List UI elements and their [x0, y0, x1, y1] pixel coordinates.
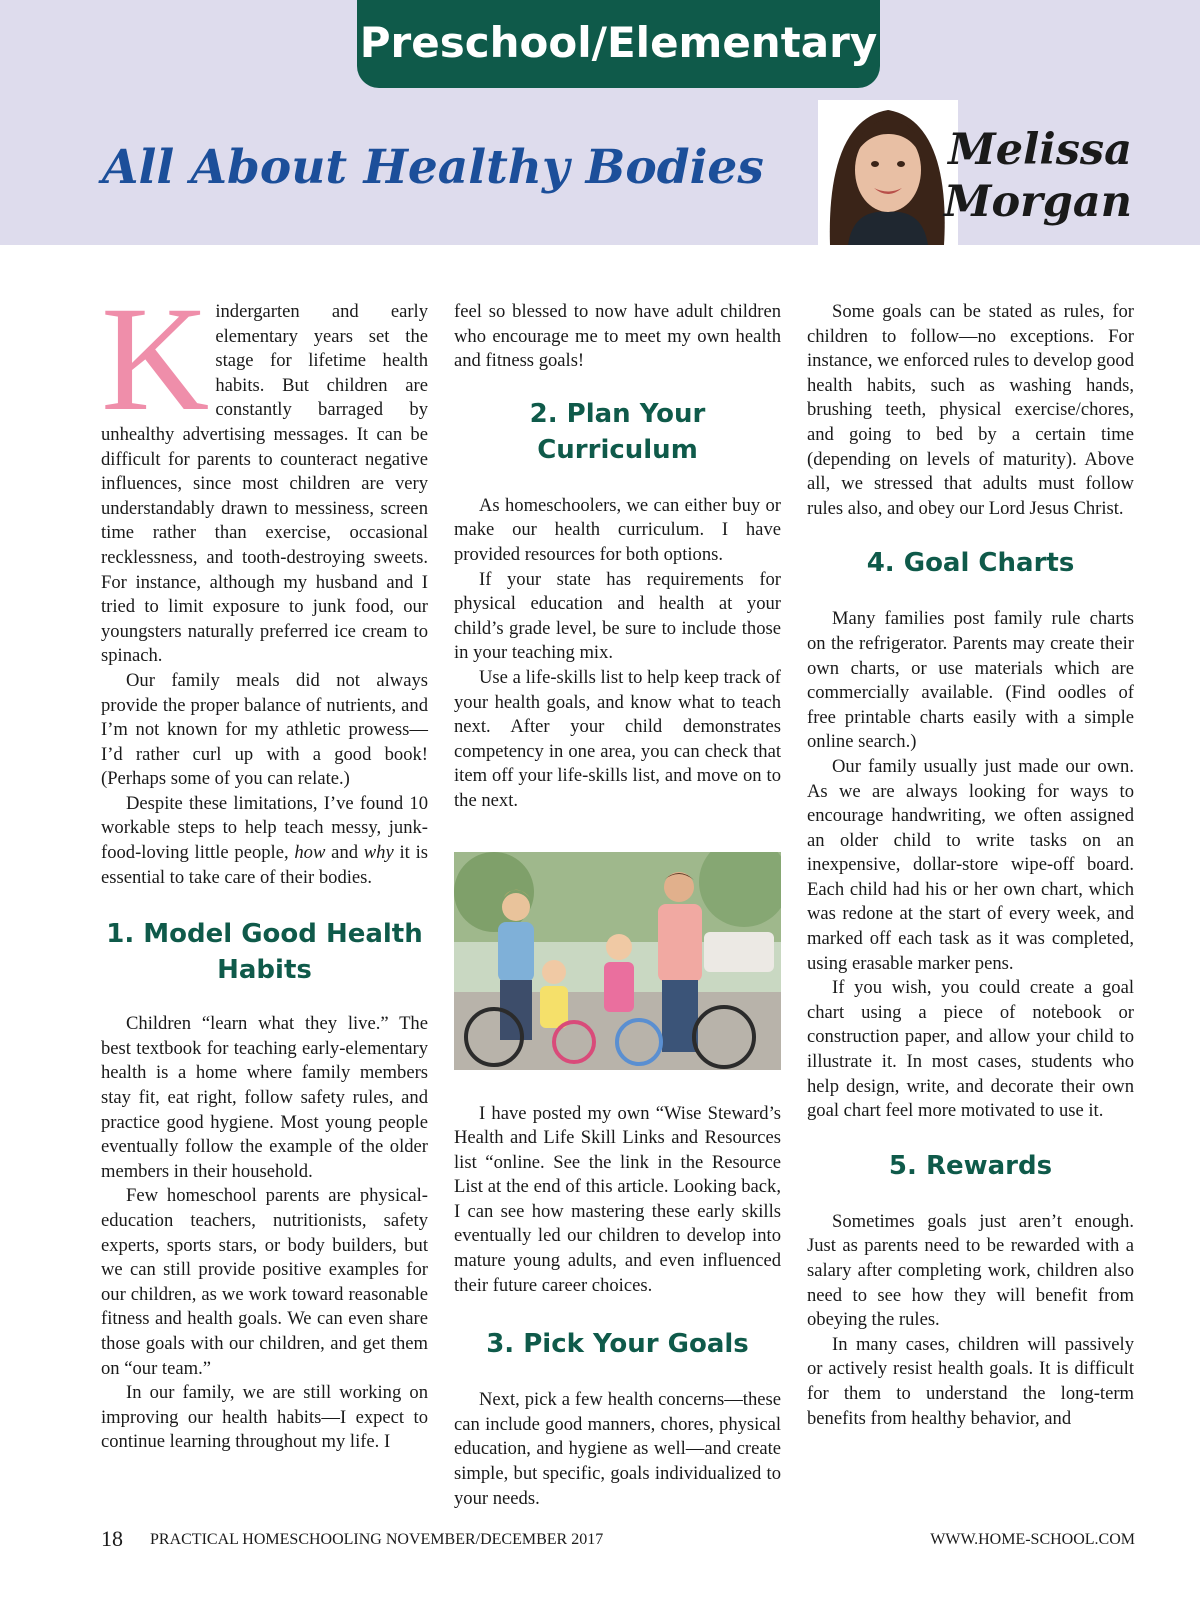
subheading: 1. Model Good Health Habits: [106, 919, 423, 986]
paragraph: indergarten and early elementary years set the stage for lifetime health habits. But children are constantly barraged by unhealthy advertising messages. It can be difficult for parents to counteract negative influences, since most children are very understandably drawn to messiness, screen time rather than exercise, occasional recklessness, and tooth-destroying sweets. For instance, although my husband and I tried to limit exposure to junk food, our youngsters naturally preferred ice cream to spinach.: [101, 301, 428, 667]
drop-cap: K: [101, 276, 210, 442]
paragraph: feel so blessed to now have adult children who encourage me to meet my own health and fitness goals!: [454, 301, 781, 372]
author-name: [944, 124, 1132, 228]
column-3: [807, 300, 1134, 1431]
paragraph: If you wish, you could create a goal chart using a piece of notebook or construction paper, and allow your child to illustrate it. In most cases, students who help design, write, and decorate their own goal chart feel more motivated to use it.: [807, 977, 1134, 1122]
subheading: 5. Rewards: [888, 1150, 1053, 1181]
website-link[interactable]: WWW.HOME-SCHOOL.COM: [930, 1531, 1135, 1548]
paragraph: Some goals can be stated as rules, for children to follow—no exceptions. For instance, we enforced rules to develop good health habits, such as washing hands, brushing teeth, physical exercise/chores, and going to bed by a certain time (depending on levels of maturity). Above all, we stressed that adults must follow rules also, and obey our Lord Jesus Christ.: [807, 301, 1134, 519]
paragraph: Use a life-skills list to help keep track of your health goals, and know what to teach next. After your child demonstrates competency in one area, you can check that item off your life-skills list, and move on to the next.: [454, 666, 781, 811]
subheading: 3. Pick Your Goals: [486, 1329, 749, 1360]
column-2: [454, 300, 781, 1511]
paragraph: Next, pick a few health concerns—these can include good manners, chores, physical education, and hygiene as well—and create simple, but specific, goals individualized to your needs.: [454, 1389, 781, 1509]
family-bicycles-photo: [454, 852, 781, 1070]
paragraph: In our family, we are still working on improving our health habits—I expect to continue learning throughout my life. I: [101, 1382, 428, 1453]
paragraph: Despite these limitations, I’ve found 10 workable steps to help teach messy, junk-food-loving little people, how and why it is essential to take care of their bodies.: [101, 792, 428, 888]
paragraph: As homeschoolers, we can either buy or make our health curriculum. I have provided resources for both options.: [454, 494, 781, 565]
paragraph: Our family meals did not always provide the proper balance of nutrients, and I’m not known for my athletic prowess—I’d rather curl up with a good book! (Perhaps some of you can relate.): [101, 669, 428, 790]
page-number: 18: [101, 1526, 123, 1551]
author-last-name: Morgan: [943, 177, 1132, 227]
paragraph: In many cases, children will passively or actively resist health goals. It is difficult for them to understand the long-term benefits from healthy behavior, and: [807, 1333, 1134, 1429]
column-1: [101, 276, 428, 1455]
paragraph: Our family usually just made our own. As we are always looking for ways to encourage handwriting, we often assigned an older child to write tasks on an inexpensive, dollar-store wipe-off board. Each child had his or her own chart, which was redone at the start of every week, and marked off each task as it was completed, using erasable marker pens.: [807, 755, 1134, 974]
article-title: All About Healthy Bodies: [102, 140, 764, 195]
paragraph: Many families post family rule charts on the refrigerator. Parents may create their own charts, or use materials which are commercially available. (Find oodles of free printable charts easily with a simple online search.): [807, 608, 1134, 753]
author-photo: [818, 100, 958, 245]
paragraph: Few homeschool parents are physical-education teachers, nutritionists, safety experts, sports stars, or body builders, but we can still provide positive examples for our children, as we work toward reasonable fitness and health goals. We can even share those goals with our children, and get them on “our team.”: [101, 1185, 428, 1379]
author-first-name: Melissa: [948, 125, 1132, 175]
subheading: 4. Goal Charts: [866, 548, 1075, 579]
subheading: 2. Plan Your Curriculum: [529, 398, 706, 465]
section-tab: Preschool/Elementary: [357, 0, 880, 88]
magazine-issue: PRACTICAL HOMESCHOOLING NOVEMBER/DECEMBER 2017: [150, 1531, 604, 1548]
paragraph: Children “learn what they live.” The best textbook for teaching early-elementary health is a home where family members stay fit, eat right, follow safety rules, and practice good hygiene. Most young people eventually follow the example of the older members in their household.: [101, 1013, 428, 1182]
paragraph: I have posted my own “Wise Steward’s Health and Life Skill Links and Resources list “online. See the link in the Resource List at the end of this article. Looking back, I can see how mastering these early skills eventually led our children to develop into mature young adults, and even influenced their future career choices.: [454, 1102, 781, 1296]
paragraph: If your state has requirements for physical education and health at your child’s grade level, be sure to include those in your teaching mix.: [454, 568, 781, 664]
paragraph: Sometimes goals just aren’t enough. Just as parents need to be rewarded with a salary after completing work, children also need to see how they will benefit from obeying the rules.: [807, 1210, 1134, 1331]
page-footer: [101, 1526, 1135, 1560]
